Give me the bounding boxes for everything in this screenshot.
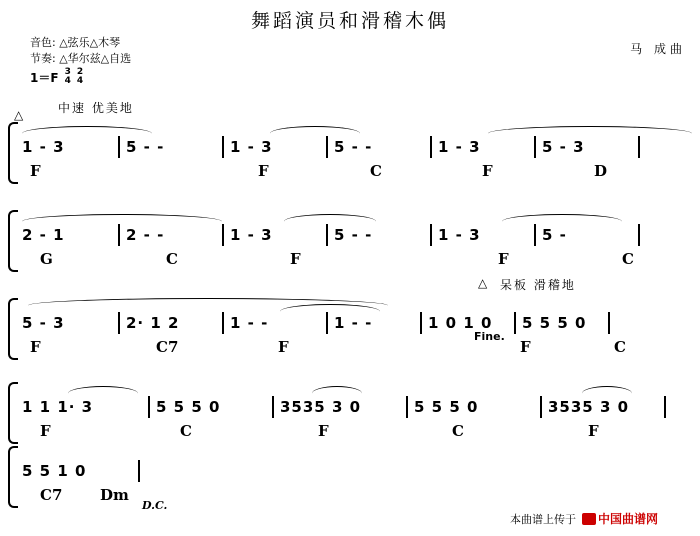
key-label: 1＝F — [30, 70, 59, 85]
measure: 5 - — [542, 226, 567, 244]
measure: 2 - 1 — [22, 226, 65, 244]
fine-mark: Fine. — [474, 330, 505, 343]
dc-mark: D.C. — [142, 499, 168, 512]
chord: F — [258, 162, 269, 180]
chord: F — [290, 250, 301, 268]
measure: 5 - - — [334, 138, 373, 156]
measure: 5 5 5 0 — [522, 314, 587, 332]
time-signature-1: 3 4 — [64, 67, 71, 86]
score-system-4 — [8, 382, 692, 442]
measure: 1 - 3 — [438, 138, 481, 156]
chord-row — [20, 250, 688, 268]
measure: 5 - 3 — [542, 138, 585, 156]
chord-row — [20, 486, 688, 504]
chord: G — [40, 250, 53, 268]
tempo-marking-2: 呆板 滑稽地 — [500, 278, 576, 292]
timbre-line: 音色: △弦乐△木琴 — [30, 36, 121, 49]
measure: 5 5 5 0 — [156, 398, 221, 416]
tempo-marking: 中速 优美地 — [58, 101, 134, 115]
site-logo[interactable] — [582, 510, 658, 527]
score-system-1 — [8, 122, 692, 182]
measure: 1 - - — [334, 314, 373, 332]
measure: 5 - - — [334, 226, 373, 244]
measure: 1 - 3 — [438, 226, 481, 244]
chord: F — [40, 422, 51, 440]
site-name: 中国曲谱网 — [598, 512, 659, 526]
system-brace — [8, 122, 18, 184]
chord-row — [20, 162, 688, 180]
page-title: 舞蹈演员和滑稽木偶 — [250, 10, 449, 32]
measure: 1 0 1 0 — [428, 314, 493, 332]
time-signature-2: 2 4 — [76, 67, 84, 86]
measure: 2 - - — [126, 226, 165, 244]
measure: 3535 3 0 — [280, 398, 362, 416]
chord: D — [594, 162, 608, 180]
chord: F — [30, 338, 41, 356]
chord-row — [20, 338, 688, 356]
system-brace — [8, 446, 18, 508]
segno-mark-2: △ — [478, 276, 488, 290]
measure: 5 - - — [126, 138, 165, 156]
chord: Dm — [100, 486, 129, 504]
chord: F — [520, 338, 531, 356]
measure: 5 5 1 0 — [22, 462, 87, 480]
notes-row — [22, 224, 690, 246]
rhythm-line: 节奏: △华尔兹△自选 — [30, 52, 132, 65]
notes-row — [22, 460, 690, 482]
measure: 1 1 1· 3 — [22, 398, 94, 416]
measure: 5 - 3 — [22, 314, 65, 332]
measure: 1 - 3 — [230, 226, 273, 244]
notes-row — [22, 312, 690, 334]
measure: 5 5 5 0 — [414, 398, 479, 416]
footer-text: 本曲谱上传于 — [510, 512, 576, 526]
chord: C — [180, 422, 192, 440]
logo-icon — [582, 513, 596, 525]
measure: 1 - 3 — [230, 138, 273, 156]
measure: 2· 1 2 — [126, 314, 180, 332]
chord: F — [278, 338, 289, 356]
chord: C — [370, 162, 382, 180]
chord: F — [30, 162, 41, 180]
chord: C — [622, 250, 634, 268]
chord: C7 — [156, 338, 179, 356]
score-system-3 — [8, 298, 692, 358]
score-system-5 — [8, 446, 692, 506]
chord: C — [614, 338, 626, 356]
measure: 1 - - — [230, 314, 269, 332]
chord: C — [452, 422, 464, 440]
segno-mark: △ — [14, 108, 24, 122]
chord: C — [166, 250, 178, 268]
chord: C7 — [40, 486, 63, 504]
measure: 3535 3 0 — [548, 398, 630, 416]
notes-row — [22, 396, 690, 418]
chord: F — [482, 162, 493, 180]
score-system-2 — [8, 210, 692, 270]
chord: F — [588, 422, 599, 440]
composer: 马 成曲 — [630, 42, 686, 56]
chord: F — [318, 422, 329, 440]
key-signature — [30, 68, 83, 86]
footer — [510, 510, 658, 527]
measure: 1 - 3 — [22, 138, 65, 156]
system-brace — [8, 298, 18, 360]
chord: F — [498, 250, 509, 268]
system-brace — [8, 382, 18, 444]
notes-row — [22, 136, 690, 158]
chord-row — [20, 422, 688, 440]
system-brace — [8, 210, 18, 272]
